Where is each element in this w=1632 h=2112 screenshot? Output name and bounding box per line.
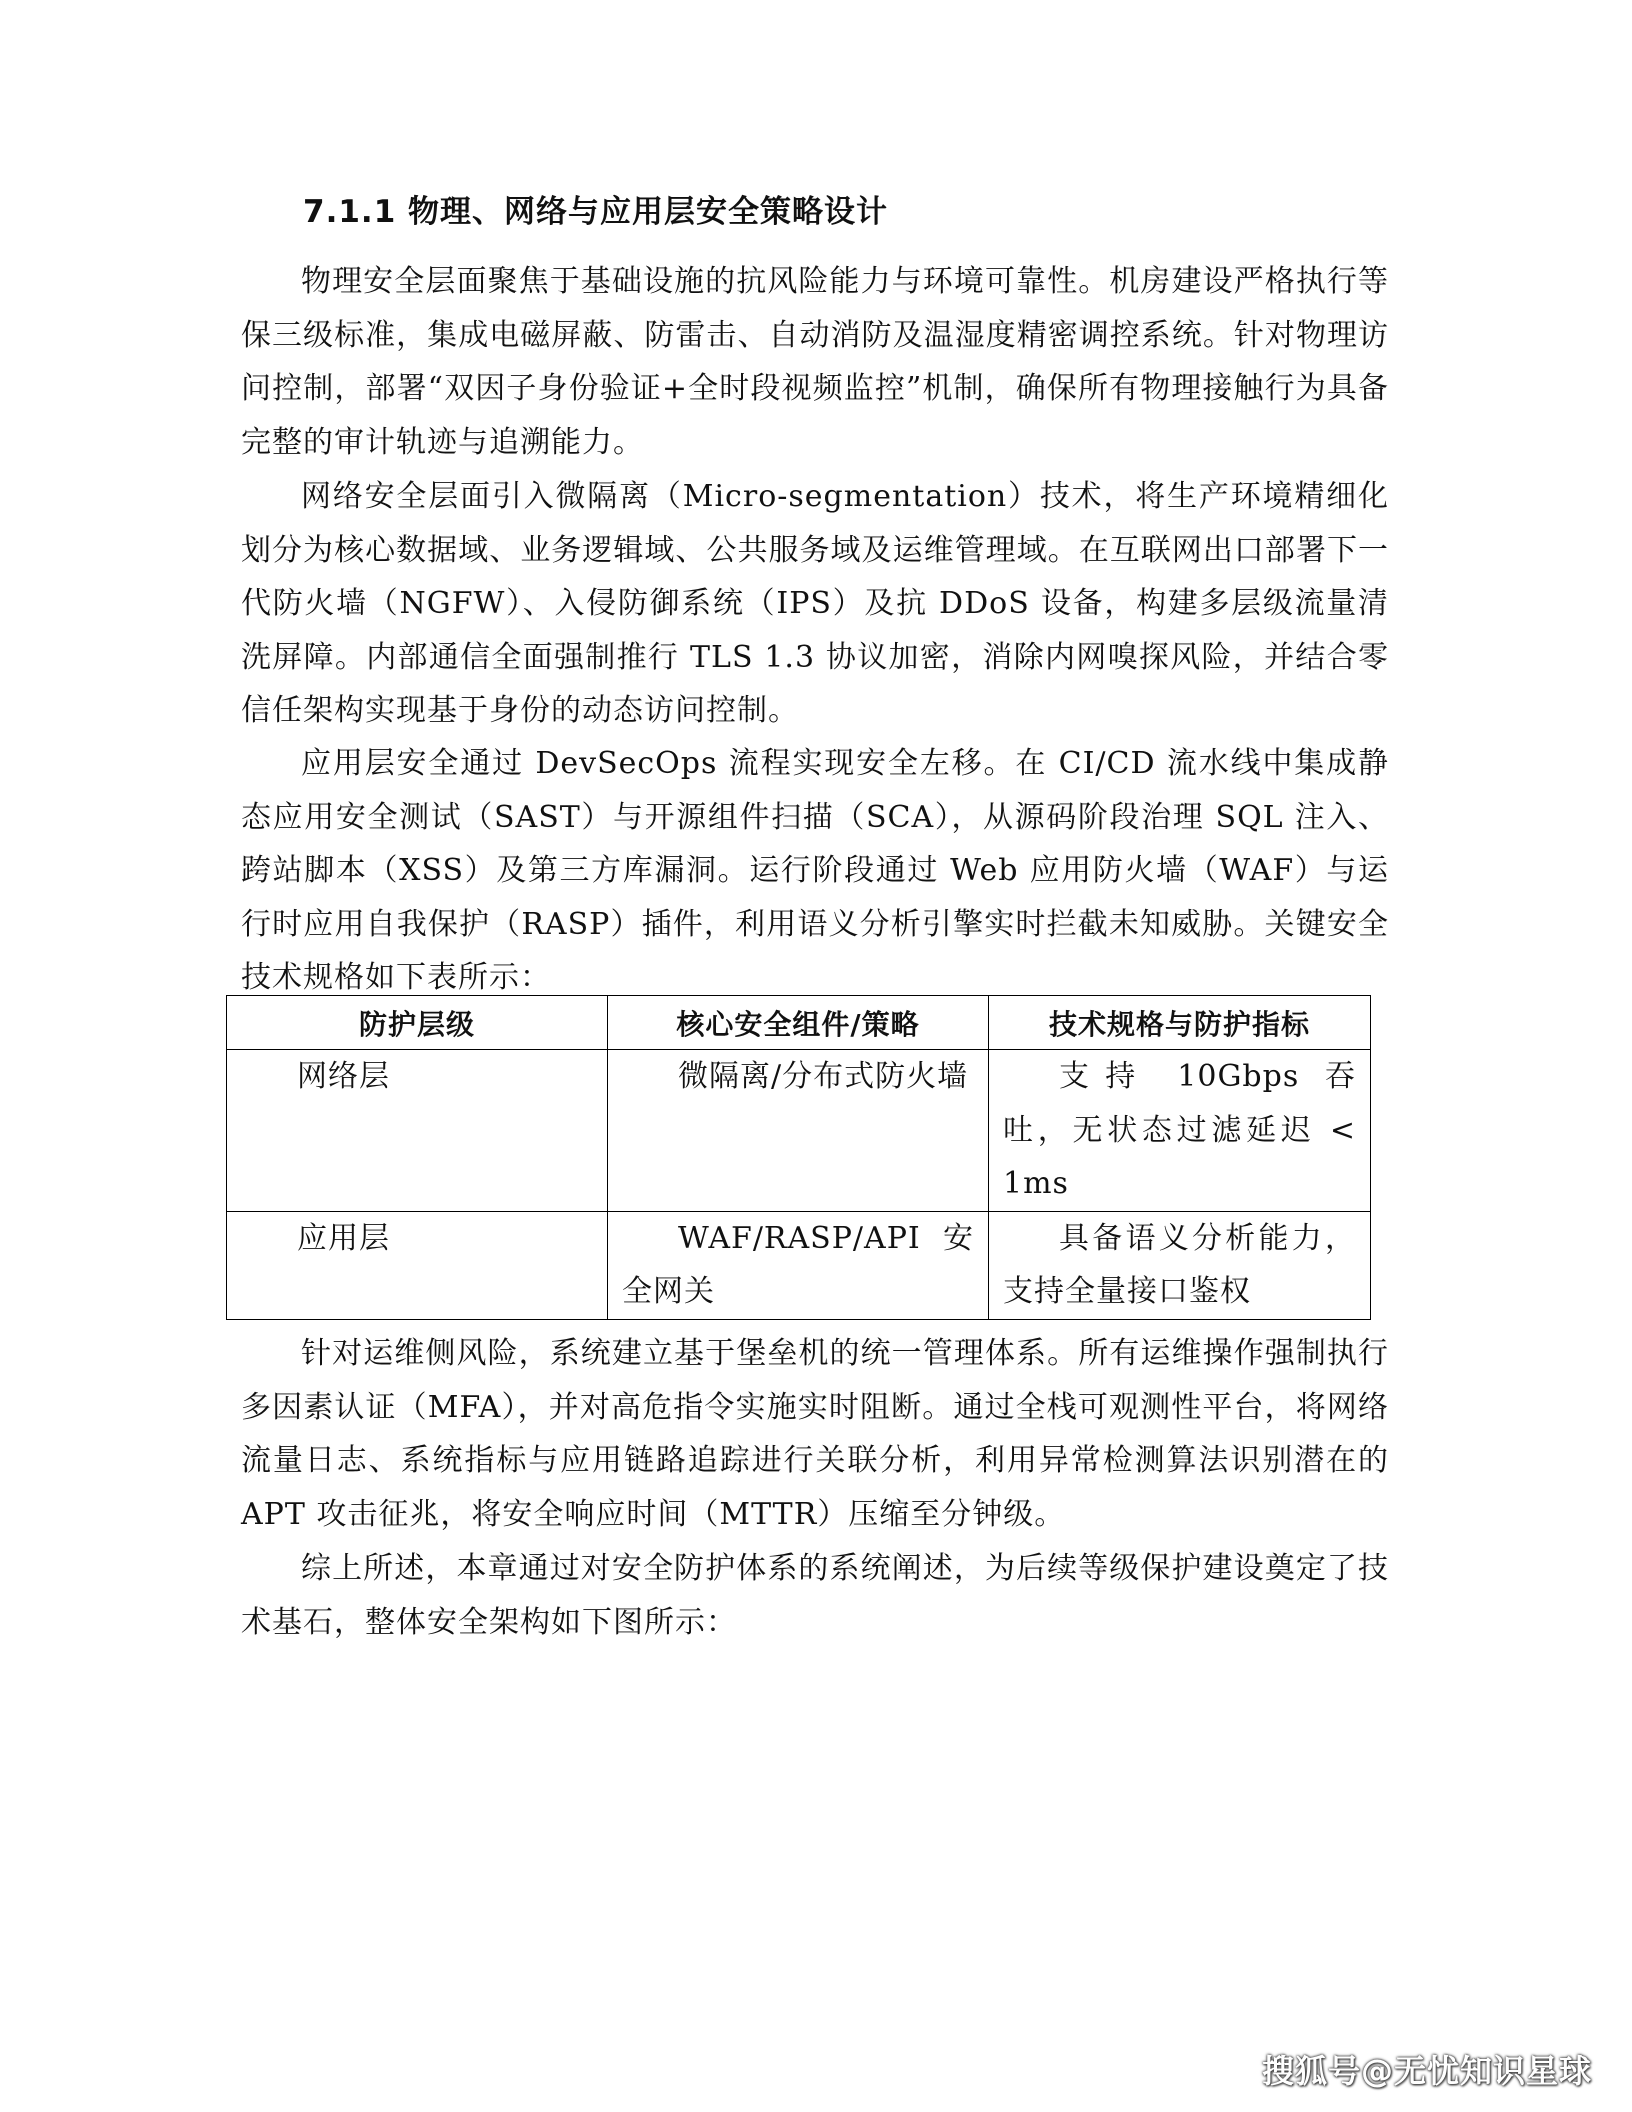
paragraph-physical-security: 物理安全层面聚焦于基础设施的抗风险能力与环境可靠性。机房建设严格执行等保三级标准，集成电磁屏蔽、防雷击、自动消防及温湿度精密调控系统。针对物理访问控制，部署“双因子身份验证+全时段视频监控”机制，确保所有物理接触行为具备完整的审计轨迹与追溯能力。 xyxy=(241,264,1389,460)
table-header-cell: 核心安全组件/策略 xyxy=(608,996,989,1050)
table-cell: 应用层 xyxy=(227,1211,608,1319)
table-cell: 具备语义分析能力，支持全量接口鉴权 xyxy=(989,1211,1371,1319)
paragraph-operations-security: 针对运维侧风险，系统建立基于堡垒机的统一管理体系。所有运维操作强制执行多因素认证（MFA），并对高危指令实施实时阻断。通过全栈可观测性平台，将网络流量日志、系统指标与应用链路追踪进行关联分析，利用异常检测算法识别潜在的 APT 攻击征兆，将安全响应时间（MTTR）压缩至分钟级。 xyxy=(241,1336,1389,1532)
table-row xyxy=(227,1211,1371,1319)
table-cell: WAF/RASP/API 安全网关 xyxy=(608,1211,989,1319)
paragraph-summary: 综上所述，本章通过对安全防护体系的系统阐述，为后续等级保护建设奠定了技术基石，整体安全架构如下图所示： xyxy=(241,1551,1389,1640)
table-header-cell: 技术规格与防护指标 xyxy=(989,996,1371,1050)
paragraph-application-security: 应用层安全通过 DevSecOps 流程实现安全左移。在 CI/CD 流水线中集成静态应用安全测试（SAST）与开源组件扫描（SCA），从源码阶段治理 SQL 注入、跨站脚本（XSS）及第三方库漏洞。运行阶段通过 Web 应用防火墙（WAF）与运行时应用自我保护（RASP）插件，利用语义分析引擎实时拦截未知威胁。关键安全技术规格如下表所示： xyxy=(241,746,1389,995)
security-spec-table xyxy=(226,995,1371,1320)
table-cell: 网络层 xyxy=(227,1050,608,1212)
table-header-row xyxy=(227,996,1371,1050)
table-row xyxy=(227,1050,1371,1212)
section-heading: 7.1.1 物理、网络与应用层安全策略设计 xyxy=(303,194,889,230)
watermark: 搜狐号@无忧知识星球 xyxy=(1261,2052,1592,2090)
paragraph-network-security: 网络安全层面引入微隔离（Micro-segmentation）技术，将生产环境精细化划分为核心数据域、业务逻辑域、公共服务域及运维管理域。在互联网出口部署下一代防火墙（NGFW）、入侵防御系统（IPS）及抗 DDoS 设备，构建多层级流量清洗屏障。内部通信全面强制推行 TLS 1.3 协议加密，消除内网嗅探风险，并结合零信任架构实现基于身份的动态访问控制。 xyxy=(241,479,1389,728)
table-cell: 支持 10Gbps 吞吐，无状态过滤延迟 < 1ms xyxy=(989,1050,1371,1212)
table-cell: 微隔离/分布式防火墙 xyxy=(608,1050,989,1212)
table-header-cell: 防护层级 xyxy=(227,996,608,1050)
